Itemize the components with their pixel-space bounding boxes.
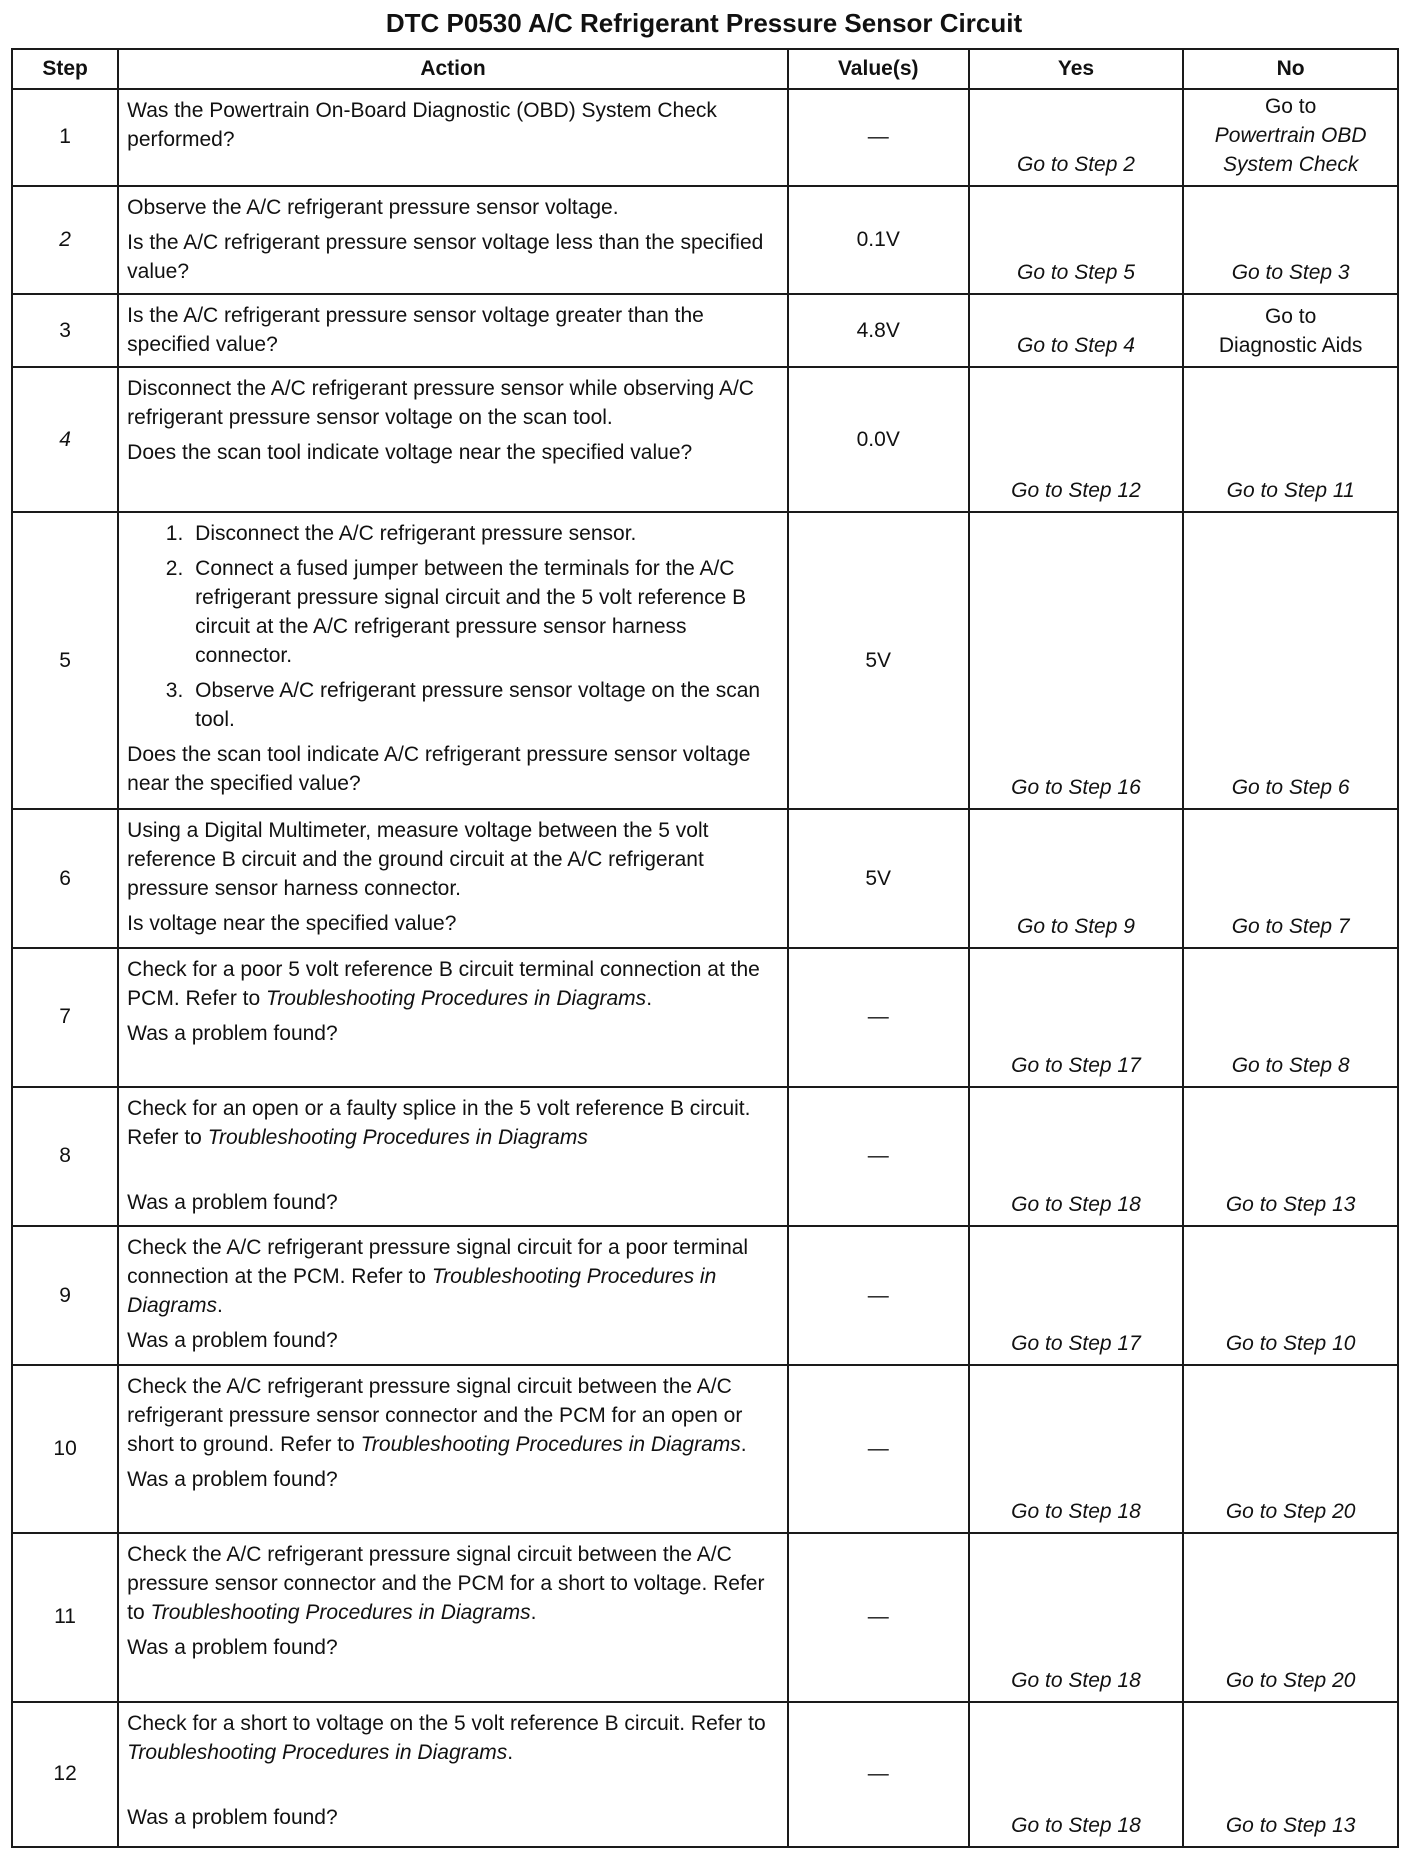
step-number: 6 [12,809,118,947]
action-question: Was a problem found? [127,1329,338,1353]
action-question: Is voltage near the specified value? [127,912,457,936]
no-link[interactable]: Go to Step 13 [1183,1702,1398,1847]
table-row [12,1533,1398,1702]
no-prefix: Go to [1264,305,1317,329]
header-yes: Yes [969,49,1184,89]
table-row [12,1702,1398,1847]
action-body: Check the A/C refrigerant pressure signal circuit between the A/C pressure sensor connector and the PCM for a short to voltage. Refer to [127,1542,765,1624]
action-text: Was the Powertrain On-Board Diagnostic (OBD) System Check performed? [127,99,717,151]
procedure-reference[interactable]: Troubleshooting Procedures in Diagrams [266,986,647,1010]
table-row [12,512,1398,810]
action-question: Does the scan tool indicate voltage near the specified value? [127,441,693,465]
yes-link[interactable]: Go to Step 18 [969,1702,1184,1847]
step-number: 4 [12,367,118,511]
action-cell [118,294,788,367]
no-link[interactable]: Go to Step 13 [1183,1087,1398,1226]
action-cell [118,1365,788,1533]
value-cell: 5V [788,809,969,947]
action-tail: . [507,1740,514,1764]
value-cell: — [788,1533,969,1702]
action-cell [118,367,788,511]
step-number: 11 [12,1533,118,1702]
yes-link[interactable]: Go to Step 5 [969,186,1184,295]
yes-link[interactable]: Go to Step 9 [969,809,1184,947]
action-tail: . [646,986,653,1010]
procedure-reference[interactable]: Troubleshooting Procedures in Diagrams [360,1433,741,1457]
action-cell [118,186,788,295]
action-text: Disconnect the A/C refrigerant pressure sensor while observing A/C refrigerant pressure sensor voltage on the scan tool. [127,377,754,430]
action-tail: . [530,1600,537,1624]
action-text [127,1540,779,1627]
value-cell: — [788,89,969,186]
list-item: 1. Disconnect the A/C refrigerant pressure sensor. [189,519,779,548]
step-number: 3 [12,294,118,367]
page-title: DTC P0530 A/C Refrigerant Pressure Sensor Circuit [385,8,1023,38]
yes-link[interactable]: Go to Step 17 [969,1226,1184,1365]
header-step: Step [12,49,118,89]
step-number: 2 [12,186,118,295]
no-ref: Diagnostic Aids [1218,334,1363,358]
action-question: Is the A/C refrigerant pressure sensor voltage less than the specified value? [127,230,764,283]
action-question: Was a problem found? [127,1635,338,1659]
action-cell [118,948,788,1087]
value-cell: 0.0V [788,367,969,511]
value-cell: — [788,1226,969,1365]
step-number: 10 [12,1365,118,1533]
no-link[interactable]: Go to Step 20 [1183,1533,1398,1702]
action-cell [118,809,788,947]
procedure-reference[interactable]: Troubleshooting Procedures in Diagrams [150,1600,531,1624]
step-number: 1 [12,89,118,186]
action-tail: . [217,1294,223,1318]
action-text [127,1372,779,1459]
no-link[interactable]: Go to Step 3 [1183,186,1398,295]
list-item: 3. Observe A/C refrigerant pressure sensor voltage on the scan tool. [189,676,779,734]
no-link[interactable]: Go to Step 10 [1183,1226,1398,1365]
action-question: Was a problem found? [127,1805,338,1829]
list-item: 2. Connect a fused jumper between the terminals for the A/C refrigerant pressure signal circuit and the 5 volt reference B circuit at the A/C refrigerant pressure sensor harness connector. [189,554,779,670]
action-body: Check for a poor 5 volt reference B circuit terminal connection at the PCM. Refer to [127,957,760,1010]
yes-link[interactable]: Go to Step 17 [969,948,1184,1087]
action-text [127,955,779,1013]
procedure-reference[interactable]: Troubleshooting Procedures in Diagrams [127,1740,508,1764]
table-row [12,186,1398,295]
action-body: Check the A/C refrigerant pressure signal circuit between the A/C refrigerant pressure sensor connector and the PCM for an open or short to ground. Refer to [127,1375,743,1457]
table-row [12,89,1398,186]
value-cell: — [788,1087,969,1226]
action-cell [118,1226,788,1365]
table-row [12,367,1398,511]
table-row [12,1226,1398,1365]
action-question: Was a problem found? [127,1021,338,1045]
table-row [12,809,1398,947]
action-text [127,1094,779,1152]
no-link[interactable]: Go to Step 6 [1183,512,1398,810]
yes-link[interactable]: Go to Step 12 [969,367,1184,511]
step-number: 5 [12,512,118,810]
action-text: Is the A/C refrigerant pressure sensor voltage greater than the specified value? [127,304,704,357]
value-cell: — [788,1365,969,1533]
action-cell [118,89,788,186]
value-cell: — [788,1702,969,1847]
no-prefix: Go to [1264,94,1317,118]
step-number: 7 [12,948,118,1087]
action-body: Check for an open or a faulty splice in the 5 volt reference B circuit. Refer to [127,1096,751,1149]
value-cell: — [788,948,969,1087]
value-cell: 0.1V [788,186,969,295]
table-row [12,948,1398,1087]
action-text: Observe the A/C refrigerant pressure sensor voltage. [127,195,619,219]
step-number: 9 [12,1226,118,1365]
header-action: Action [118,49,788,89]
action-question: Does the scan tool indicate A/C refrigerant pressure sensor voltage near the specified value? [127,742,751,795]
no-link[interactable]: Go to Step 20 [1183,1365,1398,1533]
yes-link[interactable]: Go to Step 16 [969,512,1184,810]
yes-link[interactable]: Go to Step 18 [969,1365,1184,1533]
step-number: 12 [12,1702,118,1847]
action-steps [127,519,779,734]
yes-link[interactable]: Go to Step 18 [969,1533,1184,1702]
table-row [12,1365,1398,1533]
action-question: Was a problem found? [127,1468,338,1492]
no-link[interactable]: Go to Step 11 [1183,367,1398,511]
action-cell [118,1702,788,1847]
header-no: No [1183,49,1398,89]
no-link[interactable]: Go to Step 8 [1183,948,1398,1087]
value-cell: 4.8V [788,294,969,367]
no-link[interactable]: Go to Step 7 [1183,809,1398,947]
action-cell [118,512,788,810]
yes-link[interactable]: Go to Step 4 [969,294,1184,367]
action-text [127,1709,779,1767]
action-text: Using a Digital Multimeter, measure voltage between the 5 volt reference B circuit and the ground circuit at the A/C refrigerant pressure sensor harness connector. [127,819,709,901]
yes-link[interactable]: Go to Step 2 [969,89,1184,186]
no-link[interactable] [1183,294,1398,367]
yes-link[interactable]: Go to Step 18 [969,1087,1184,1226]
no-link[interactable] [1183,89,1398,186]
procedure-reference[interactable]: Troubleshooting Procedures in Diagrams [207,1125,588,1149]
action-text [127,1233,779,1320]
action-cell [118,1087,788,1226]
no-ref: Powertrain OBD System Check [1214,123,1367,176]
value-cell: 5V [788,512,969,810]
action-body: Check the A/C refrigerant pressure signal circuit for a poor terminal connection at the PCM. Refer to [127,1236,749,1289]
action-cell [118,1533,788,1702]
action-question: Was a problem found? [127,1190,338,1214]
action-body: Check for a short to voltage on the 5 volt reference B circuit. Refer to [127,1711,766,1735]
diagnostic-table [11,48,1399,1848]
action-tail: . [740,1433,747,1457]
header-row [12,49,1398,89]
procedure-reference[interactable]: Troubleshooting Procedures in Diagrams [127,1265,717,1318]
step-number: 8 [12,1087,118,1226]
table-row [12,1087,1398,1226]
table-row [12,294,1398,367]
header-values: Value(s) [788,49,969,89]
